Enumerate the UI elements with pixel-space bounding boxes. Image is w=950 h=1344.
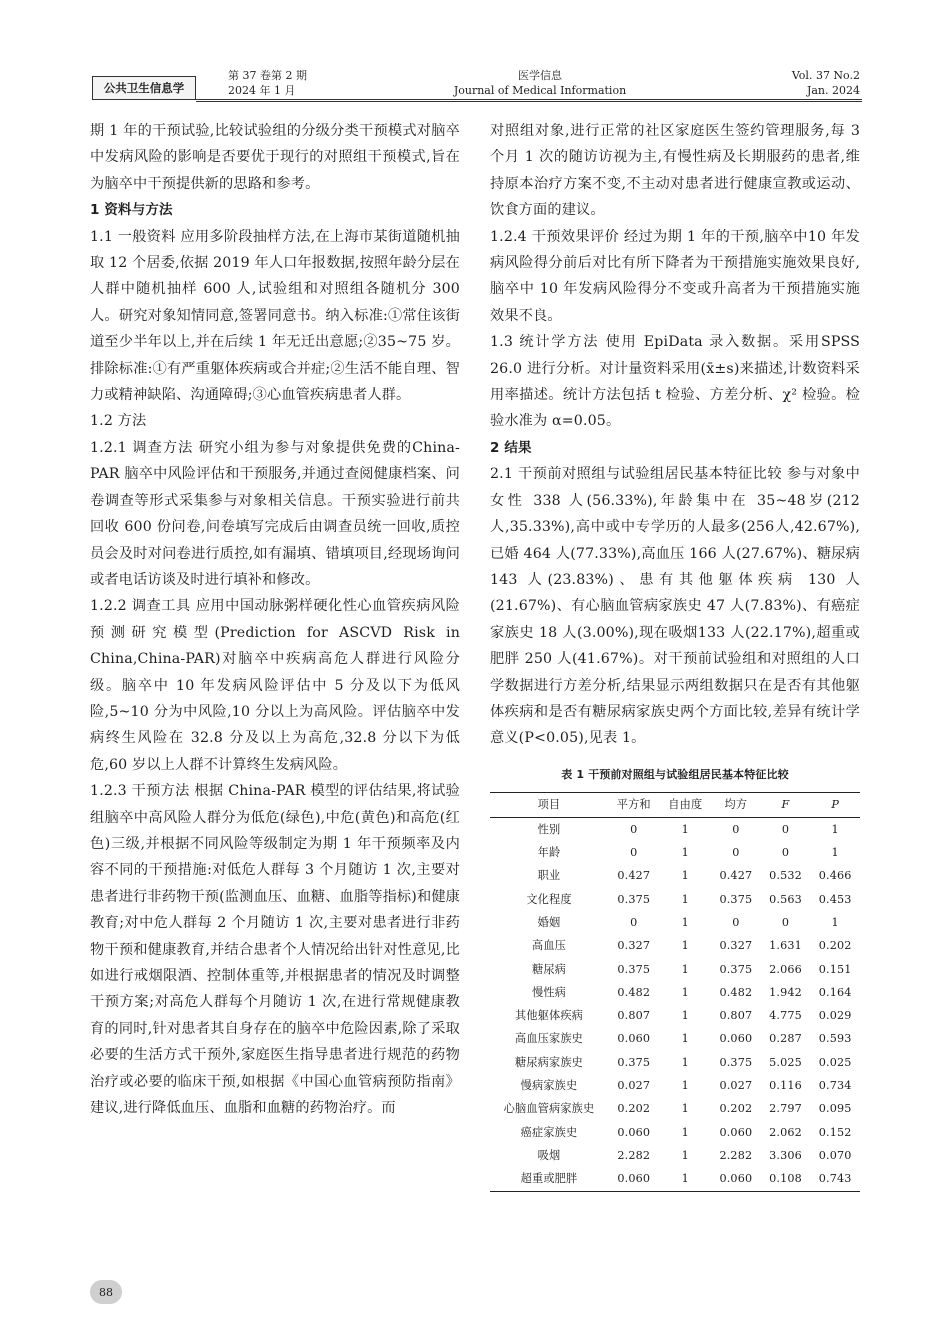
- table-row: [490, 934, 860, 957]
- table-cell: 0.482: [617, 985, 651, 999]
- table-cell: 0.029: [818, 1009, 852, 1023]
- table-cell: 1: [831, 915, 839, 929]
- section-heading: [490, 435, 860, 461]
- paragraph-text: 期 1 年的干预试验,比较试验组的分级分类干预模式对脑卒中发病风险的影响是否要优于现行的对照组干预模式,旨在为脑卒中干预提供新的思路和参考。: [90, 123, 460, 192]
- section-heading: [90, 197, 460, 223]
- paragraph: [490, 461, 860, 751]
- header-rule: [92, 99, 862, 100]
- table-cell: 文化程度: [526, 892, 572, 906]
- paragraph-text: 2.1 干预前对照组与试验组居民基本特征比较 参与对象中女性 338 人(56.33%),年龄集中在 35~48岁(212 人,35.33%),高中或中专学历的人最多(256人,42.67%),已婚 464 人(77.33%),高血压 166 人(27.67%)、糖尿病 143 人(23.83%)、患有其他躯体疾病 130 人(21.67%)、有心脑血管病家族史 47 人(7.83%)、有癌症家族史 18 人(3.00%),现在吸烟133 人(22.17%),超重或肥胖 250 人(41.67%)。对干预前试验组和对照组的人口学数据进行方差分析,结果显示两组数据只在是否有其他躯体疾病和是否有糖尿病家族史两个方面比较,差异有统计学意义(P<0.05),见表 1。: [490, 466, 860, 747]
- table-cell: 1: [681, 1009, 689, 1023]
- table-cell: 0: [732, 822, 740, 836]
- table-cell: 0: [781, 915, 790, 929]
- table-cell: 超重或肥胖: [520, 1172, 578, 1186]
- table-cell: 2.282: [617, 1148, 651, 1162]
- header-rule-secondary: [196, 101, 862, 102]
- table-cell: 5.025: [769, 1055, 802, 1069]
- table-cell: 0.532: [769, 869, 802, 883]
- table-row: [490, 1144, 860, 1167]
- journal-title-en: Journal of Medical Information: [453, 84, 627, 97]
- section-badge: 公共卫生信息学: [92, 76, 196, 100]
- table-header-f: F: [781, 798, 790, 812]
- table-header-ms: 均方: [724, 798, 748, 812]
- table-row: [490, 1121, 860, 1144]
- table-cell: 2.282: [719, 1148, 753, 1162]
- table-cell: 1: [681, 962, 689, 976]
- table-cell: 0.375: [617, 962, 651, 976]
- table-cell: 1: [831, 822, 839, 836]
- table-cell: 1: [681, 869, 689, 883]
- table-cell: 1: [831, 846, 839, 860]
- table-cell: 0.482: [719, 985, 753, 999]
- table-cell: 0.427: [719, 869, 753, 883]
- table-cell: 0.164: [818, 985, 852, 999]
- paragraph-text: 1.3 统计学方法 使用 EpiData 录入数据。采用SPSS 26.0 进行分析。对计量资料采用(x̄±s)来描述,计数资料采用率描述。统计方法包括 t 检验、方差分析、χ² 检验。检验水准为 α=0.05。: [490, 334, 860, 430]
- table-row: [490, 841, 860, 864]
- heading-text: 1 资料与方法: [90, 202, 173, 219]
- table-cell: 0.027: [719, 1079, 753, 1093]
- table-cell: 0.060: [617, 1172, 651, 1186]
- paragraph-text: 1.2 方法: [90, 413, 147, 430]
- table-cell: 0: [630, 915, 638, 929]
- paragraph: [90, 778, 460, 1121]
- table-cell: 0: [630, 822, 638, 836]
- table-cell: 吸烟: [537, 1148, 561, 1162]
- table-cell: 婚姻: [537, 915, 561, 929]
- table-row: [490, 911, 860, 934]
- table-cell: 1: [681, 1079, 689, 1093]
- journal-issue: [228, 68, 307, 98]
- table-cell: 0.375: [719, 892, 753, 906]
- table-cell: 0.025: [818, 1055, 852, 1069]
- table-cell: 0.563: [769, 892, 802, 906]
- table-cell: 1: [681, 892, 689, 906]
- table-cell: 0.375: [617, 892, 651, 906]
- table-caption: 表 1 干预前对照组与试验组居民基本特征比较: [561, 767, 789, 781]
- table-row: [490, 1167, 860, 1191]
- left-column: [90, 118, 460, 1121]
- table-cell: 0.202: [719, 1102, 753, 1116]
- table-row: [490, 1004, 860, 1027]
- journal-title-cn: 医学信息: [518, 69, 562, 82]
- table-cell: 1: [681, 1148, 689, 1162]
- table-cell: 1: [681, 1172, 689, 1186]
- table-cell: 0.375: [719, 1055, 753, 1069]
- table-cell: 0.202: [818, 939, 852, 953]
- table-cell: 0.375: [719, 962, 753, 976]
- table-cell: 1: [681, 822, 689, 836]
- paragraph: [90, 593, 460, 778]
- table-cell: 1: [681, 1102, 689, 1116]
- table-header-row: [490, 792, 860, 817]
- right-column: [490, 118, 860, 1192]
- table-cell: 0: [630, 846, 638, 860]
- table-row: [490, 1097, 860, 1120]
- volume-issue: 第 37 卷第 2 期: [228, 69, 307, 82]
- table-cell: 0.060: [719, 1172, 753, 1186]
- table-cell: 高血压: [531, 939, 566, 953]
- page-number: 88: [90, 1280, 122, 1304]
- paragraph: [90, 118, 460, 197]
- table-row: [490, 1027, 860, 1050]
- table-cell: 职业: [537, 869, 561, 883]
- table-cell: 2.066: [769, 962, 802, 976]
- table-cell: 0: [732, 846, 740, 860]
- table-cell: 糖尿病家族史: [514, 1055, 584, 1069]
- table-row: [490, 864, 860, 887]
- table-cell: 慢性病: [531, 985, 566, 999]
- paragraph: [90, 224, 460, 409]
- right-column-text: [490, 118, 860, 752]
- table-cell: 0.060: [719, 1125, 753, 1139]
- paragraph: [490, 224, 860, 330]
- table-row: [490, 1074, 860, 1097]
- table-cell: 1: [681, 985, 689, 999]
- table-cell: 0.807: [617, 1009, 651, 1023]
- table-cell: 1: [681, 915, 689, 929]
- table-cell: 0.116: [769, 1079, 802, 1093]
- table-cell: 1.631: [769, 939, 802, 953]
- table-row: [490, 817, 860, 841]
- table-row: [490, 981, 860, 1004]
- table-cell: 0.027: [617, 1079, 651, 1093]
- table-cell: 0.287: [769, 1032, 802, 1046]
- table-cell: 1.942: [769, 985, 802, 999]
- table-cell: 0: [732, 915, 740, 929]
- table-cell: 1: [681, 939, 689, 953]
- paragraph: [490, 118, 860, 224]
- table-header-ss: 平方和: [616, 798, 651, 812]
- table-cell: 1: [681, 1125, 689, 1139]
- paragraph-text: 1.2.4 干预效果评价 经过为期 1 年的干预,脑卒中10 年发病风险得分前后对比有所下降者为干预措施实施效果良好,脑卒中 10 年发病风险得分不变或升高者为干预措施实施效果不良。: [490, 228, 860, 324]
- table-cell: 癌症家族史: [520, 1125, 578, 1139]
- table-cell: 0.466: [818, 869, 852, 883]
- table-cell: 0.327: [617, 939, 651, 953]
- paragraph-text: 1.2.3 干预方法 根据 China-PAR 模型的评估结果,将试验组脑卒中高风险人群分为低危(绿色),中危(黄色)和高危(红色)三级,并根据不同风险等级制定为期 1 年干预频率及内容不同的干预措施:对低危人群每 3 个月随访 1 次,主要对患者进行非药物干预(监测血压、血糖、血脂等指标)和健康教育;对中危人群每 2 个月随访 1 次,主要对患者进行非药物干预和健康教育,并结合患者个人情况给出针对性意见,比如进行戒烟限酒、控制体重等,并根据患者的情况及时调整干预方案;对高危人群每个月随访 1 次,在进行常规健康教育的同时,针对患者其自身存在的脑卒中危险因素,除了采取必要的生活方式干预外,家庭医生指导患者进行规范的药物治疗或必要的临床干预,如根据《中国心血管病预防指南》建议,进行降低血压、血脂和血糖的药物治疗。而: [90, 783, 460, 1117]
- journal-volume-en: [792, 68, 860, 98]
- table-cell: 0.593: [818, 1032, 852, 1046]
- paragraph-text: 1.2.2 调查工具 应用中国动脉粥样硬化性心血管疾病风险预测研究模型(Prediction for ASCVD Risk in China,China-PAR)对脑卒中疾病高危人群进行风险分级。脑卒中 10 年发病风险评估中 5 分及以下为低风险,5~10 分为中风险,10 分以上为高风险。评估脑卒中发病终生风险在 32.8 分及以上为高危,32.8 分以下为低危,60 岁以上人群不计算终生发病风险。: [90, 598, 460, 773]
- table-row: [490, 888, 860, 911]
- table-cell: 慢病家族史: [520, 1079, 578, 1093]
- table-cell: 0.375: [617, 1055, 651, 1069]
- table-cell: 1: [681, 1032, 689, 1046]
- issue-date: 2024 年 1 月: [228, 84, 296, 97]
- table-cell: 0.807: [719, 1009, 753, 1023]
- heading-text: 2 结果: [490, 439, 532, 456]
- table-cell: 心脑血管病家族史: [503, 1102, 595, 1116]
- table-cell: 0.060: [617, 1125, 651, 1139]
- table-cell: 0.327: [719, 939, 753, 953]
- table-cell: 2.797: [769, 1102, 802, 1116]
- journal-title: [440, 68, 640, 98]
- table-cell: 性别: [537, 822, 561, 836]
- table-cell: 0: [781, 846, 790, 860]
- table-cell: 3.306: [769, 1148, 802, 1162]
- table-header-p: P: [831, 798, 839, 812]
- paragraph-text: 对照组对象,进行正常的社区家庭医生签约管理服务,每 3 个月 1 次的随访访视为主,有慢性病及长期服药的患者,维持原本治疗方案不变,不主动对患者进行健康宣教或运动、饮食方面的建议。: [490, 123, 860, 219]
- paragraph: [90, 408, 460, 434]
- paragraph-text: 1.2.1 调查方法 研究小组为参与对象提供免费的China-PAR 脑卒中风险评估和干预服务,并通过查阅健康档案、问卷调查等形式采集参与对象相关信息。干预实验进行前共回收 600 份问卷,问卷填写完成后由调查员统一回收,质控员会及时对问卷进行质控,如有漏填、错填项目,经现场询问或者电话访谈及时进行填补和修改。: [90, 439, 460, 588]
- table-cell: 1: [681, 1055, 689, 1069]
- data-table: [490, 792, 860, 1192]
- table-cell: 0.734: [818, 1079, 852, 1093]
- table-header-df: 自由度: [668, 798, 703, 812]
- table-cell: 高血压家族史: [514, 1032, 584, 1046]
- table-cell: 其他躯体疾病: [514, 1009, 584, 1023]
- table-row: [490, 958, 860, 981]
- table-cell: 0.453: [818, 892, 852, 906]
- table-cell: 0.108: [769, 1172, 802, 1186]
- table-cell: 0.202: [617, 1102, 651, 1116]
- table-cell: 4.775: [769, 1009, 802, 1023]
- table-cell: 0: [781, 822, 790, 836]
- paragraph: [490, 329, 860, 435]
- table-cell: 0.070: [818, 1148, 852, 1162]
- table-cell: 0.743: [818, 1172, 852, 1186]
- table-row: [490, 1051, 860, 1074]
- table-cell: 年龄: [537, 846, 561, 860]
- volume-issue-en: Vol. 37 No.2: [791, 69, 860, 82]
- table-cell: 0.427: [617, 869, 651, 883]
- table-cell: 糖尿病: [531, 962, 566, 976]
- table-cell: 0.095: [818, 1102, 852, 1116]
- issue-date-en: Jan. 2024: [806, 84, 860, 97]
- table-cell: 2.062: [769, 1125, 802, 1139]
- paragraph-text: 1.1 一般资料 应用多阶段抽样方法,在上海市某街道随机抽取 12 个居委,依据 2019 年人口年报数据,按照年龄分层在人群中随机抽样 600 人,试验组和对照组各随机分 300 人。研究对象知情同意,签署同意书。纳入标准:①常住该街道至少半年以上,并在后续 1 年无迁出意愿;②35~75 岁。排除标准:①有严重躯体疾病或合并症;②生活不能自理、智力或精神缺陷、沟通障碍;③心血管疾病患者人群。: [90, 228, 460, 404]
- table-cell: 0.152: [818, 1125, 852, 1139]
- table-cell: 0.060: [617, 1032, 651, 1046]
- paragraph: [90, 435, 460, 593]
- table-cell: 1: [681, 846, 689, 860]
- table-cell: 0.151: [818, 962, 852, 976]
- table-header-item: 项目: [537, 798, 561, 812]
- table-cell: 0.060: [719, 1032, 753, 1046]
